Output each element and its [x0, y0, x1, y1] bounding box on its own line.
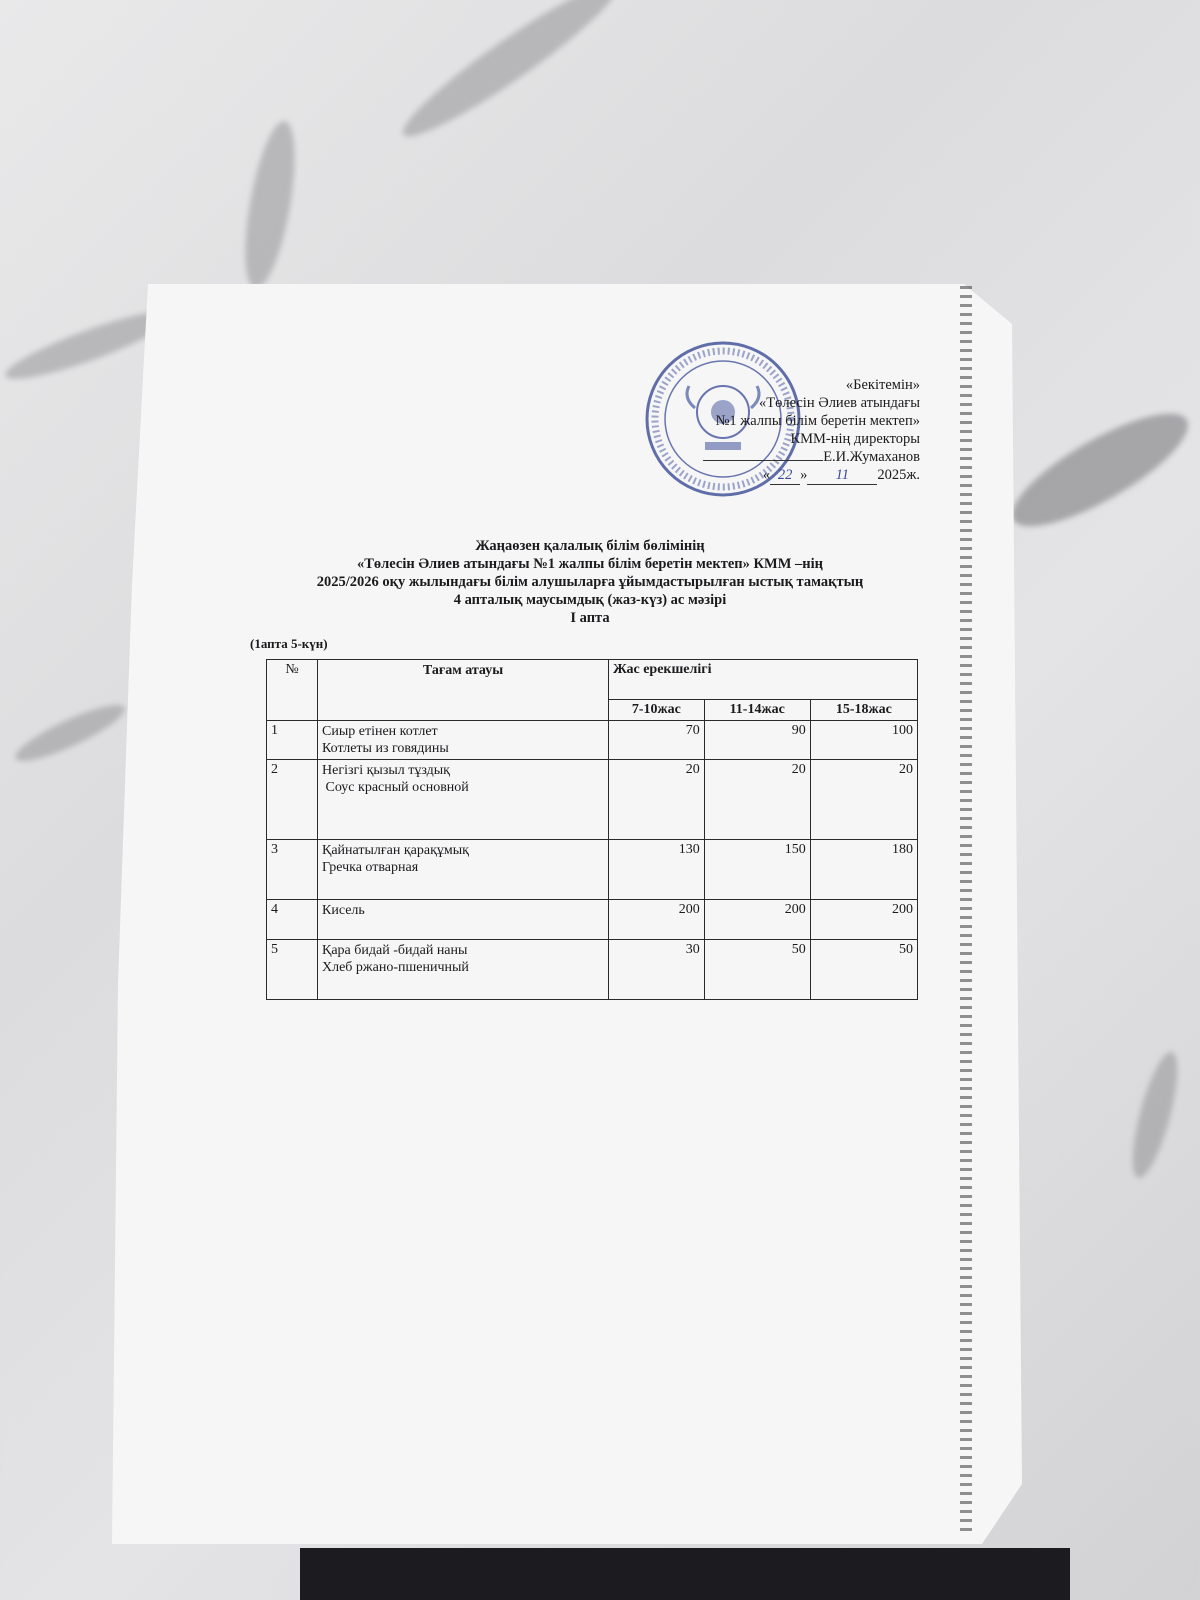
food-name: [318, 840, 609, 900]
approval-school-line: №1 жалпы білім беретін мектеп»: [715, 413, 920, 429]
portion-value: 30: [609, 940, 705, 1000]
portion-value: 200: [810, 900, 917, 940]
portion-value: 20: [704, 760, 810, 840]
date-day: 22: [770, 466, 800, 485]
paper-edge-shadow: [960, 286, 972, 1536]
portion-value: 70: [609, 721, 705, 760]
portion-value: 130: [609, 840, 705, 900]
approval-date: [640, 466, 920, 485]
approval-block: [640, 376, 920, 485]
food-name-ru: Котлеты из говядины: [322, 741, 449, 756]
date-year: 2025ж.: [877, 467, 920, 483]
table-row: [267, 721, 918, 760]
portion-value: 150: [704, 840, 810, 900]
row-number: 3: [267, 840, 318, 900]
row-number: 1: [267, 721, 318, 760]
header-age-group: 15-18жас: [810, 700, 917, 721]
portion-value: 100: [810, 721, 917, 760]
week-day-label: (1апта 5-күн): [250, 636, 328, 651]
portion-value: 200: [609, 900, 705, 940]
header-number: №: [267, 660, 318, 721]
dark-object-bottom: [300, 1548, 1070, 1600]
food-name: [318, 760, 609, 840]
row-number: 2: [267, 760, 318, 840]
title-week: I апта: [570, 610, 610, 626]
date-quote-open: «: [762, 467, 771, 483]
title-line: 2025/2026 оқу жылындағы білім алушыларға ұйымдастырылған ыстық тамақтың: [316, 574, 864, 590]
table-row: [267, 940, 918, 1000]
approval-heading: «Бекітемін»: [845, 377, 920, 393]
food-name-kz: Кисель: [322, 903, 365, 918]
food-name-kz: Негізгі қызыл тұздық: [322, 763, 450, 778]
row-number: 4: [267, 900, 318, 940]
header-age-group: 7-10жас: [609, 700, 705, 721]
approval-signer: Е.И.Жумаханов: [823, 449, 920, 465]
date-quote-close: »: [800, 467, 808, 483]
portion-value: 50: [810, 940, 917, 1000]
menu-table: [266, 659, 918, 1000]
header-food-name: Тағам атауы: [318, 660, 609, 721]
portion-value: 90: [704, 721, 810, 760]
portion-value: 20: [609, 760, 705, 840]
marble-vein: [998, 394, 1200, 546]
approval-school-line: «Төлесін Әлиев атындағы: [758, 395, 920, 411]
table-row: [267, 900, 918, 940]
document-title: [240, 537, 940, 627]
marble-vein: [1124, 1048, 1187, 1181]
food-name-kz: Сиыр етінен котлет: [322, 724, 438, 739]
portion-value: 20: [810, 760, 917, 840]
table-row: [267, 760, 918, 840]
title-line: 4 апталық маусымдық (жаз-күз) ас мәзірі: [453, 592, 727, 608]
food-name-ru: Соус красный основной: [322, 780, 469, 795]
table-row: [267, 840, 918, 900]
header-age-group: 11-14жас: [704, 700, 810, 721]
food-name-kz: Қайнатылған қарақұмық: [322, 843, 469, 858]
marble-vein: [236, 118, 305, 292]
signature-line: [703, 450, 823, 461]
header-age: Жас ерекшелігі: [609, 660, 918, 700]
title-line: Жаңаөзен қалалық білім бөлімінің: [475, 538, 705, 554]
food-name-kz: Қара бидай -бидай наны: [322, 943, 468, 958]
title-line: «Төлесін Әлиев атындағы №1 жалпы білім беретін мектеп» КММ –нің: [356, 556, 824, 572]
food-name: [318, 940, 609, 1000]
food-name: [318, 900, 609, 940]
approval-signature-row: [640, 448, 920, 466]
marble-vein: [392, 0, 628, 151]
food-name-ru: Хлеб ржано-пшеничный: [322, 960, 469, 975]
portion-value: 200: [704, 900, 810, 940]
portion-value: 50: [704, 940, 810, 1000]
food-name: [318, 721, 609, 760]
marble-vein: [10, 696, 130, 770]
table-header-row: [267, 660, 918, 700]
portion-value: 180: [810, 840, 917, 900]
approval-position: КММ-нің директоры: [790, 431, 920, 447]
row-number: 5: [267, 940, 318, 1000]
date-month: 11: [807, 466, 877, 485]
food-name-ru: Гречка отварная: [322, 860, 419, 875]
